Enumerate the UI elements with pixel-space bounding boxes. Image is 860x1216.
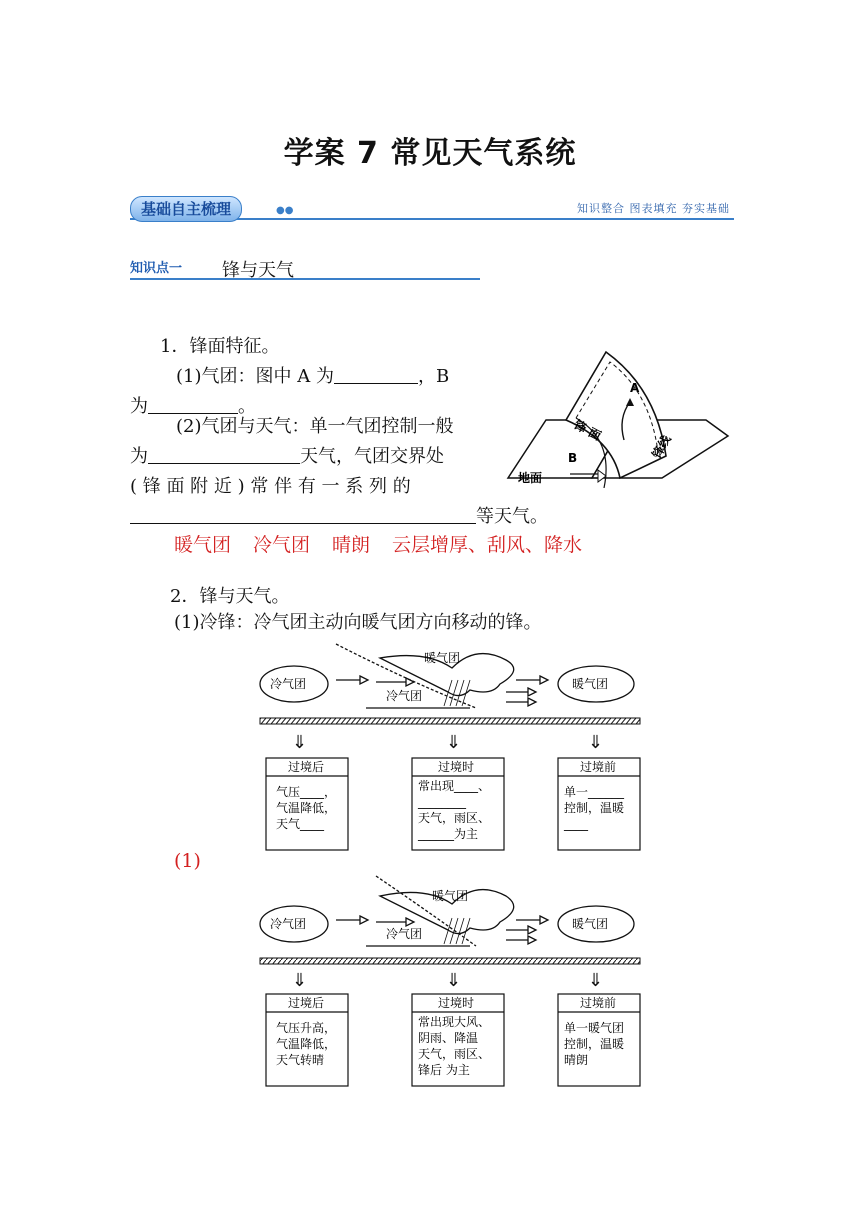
during-line-4: ______为主 — [418, 827, 479, 841]
cold-mass-label-front: 冷气团 — [386, 689, 423, 703]
q2-heading: 2．锋与天气。 — [170, 586, 290, 607]
answer-2: 冷气团 — [253, 534, 311, 556]
svg-text:⇓: ⇓ — [446, 732, 462, 753]
q1-line3: (2)气团与天气：单一气团控制一般 — [176, 416, 454, 437]
q1-heading: 1．锋面特征。 — [160, 336, 280, 357]
knowledge-point-badge: 知识点一 — [130, 261, 183, 276]
during-answer-4: 锋后 为主 — [418, 1063, 470, 1077]
warm-mass-label: 暖气团 — [424, 651, 461, 665]
answer-4: 云层增厚、刮风、降水 — [392, 534, 583, 556]
during-line-1: 常出现____、 — [418, 779, 491, 793]
after-answer-3: 天气转晴 — [276, 1053, 325, 1067]
svg-text:⇓: ⇓ — [588, 970, 604, 991]
box-after-title: 过境后 — [288, 760, 325, 774]
before-answer-1: 单一暖气团 — [564, 1021, 625, 1035]
box-after-title: 过境后 — [288, 996, 325, 1010]
q1-line2-text-b: 。 — [238, 396, 256, 417]
label-a: A — [630, 381, 640, 395]
ground-label: 地面 — [518, 471, 543, 485]
front-line-label: 锋线 — [649, 432, 674, 461]
box-before-title: 过境前 — [580, 996, 617, 1010]
after-answer-2: 气温降低， — [276, 1037, 337, 1051]
box-before-title: 过境前 — [580, 760, 617, 774]
box-during-title: 过境时 — [438, 996, 475, 1010]
section-banner — [130, 196, 734, 222]
q1-line4-text-a: 为 — [130, 446, 148, 467]
q2-sub: (1)冷锋：冷气团主动向暖气团方向移动的锋。 — [174, 612, 542, 633]
label-b: B — [568, 451, 578, 465]
before-answer-2: 控制，温暖 — [564, 1037, 625, 1051]
fill-blank — [148, 445, 300, 464]
svg-text:⇓: ⇓ — [292, 970, 308, 991]
q1-line2-text-a: 为 — [130, 396, 148, 417]
after-line-3: 天气____ — [276, 817, 325, 831]
q1-line1 — [176, 362, 449, 392]
cold-front-diagram-answer — [256, 870, 646, 1090]
before-line-2: 控制，温暖 — [564, 801, 625, 815]
q1-line1-text-b: ，B — [417, 366, 450, 387]
banner-tagline: 知识整合 图表填充 夯实基础 — [577, 202, 730, 215]
during-line-2: ________ — [418, 795, 466, 809]
banner-label: 基础自主梳理 — [130, 196, 242, 222]
box-during-title: 过境时 — [438, 760, 475, 774]
cold-front-diagram-question — [256, 640, 646, 852]
warm-mass-label-right: 暖气团 — [572, 677, 609, 691]
q1-line6-text-b: 等天气。 — [476, 506, 548, 527]
during-answer-1: 常出现大风、 — [418, 1015, 491, 1029]
q1-line4-text-b: 天气，气团交界处 — [300, 446, 444, 467]
during-answer-2: 阴雨、降温 — [418, 1031, 479, 1045]
before-answer-3: 晴朗 — [564, 1053, 589, 1067]
q1-line4 — [130, 442, 444, 472]
answer-3: 晴朗 — [332, 534, 371, 556]
cold-mass-label: 冷气团 — [270, 677, 307, 691]
before-line-1: 单一______ — [564, 785, 625, 799]
cold-mass-label: 冷气团 — [270, 917, 307, 931]
heading-underline — [130, 278, 480, 280]
during-line-3: 天气，雨区、 — [418, 811, 491, 825]
q1-answers — [174, 530, 604, 557]
after-line-1: 气压____， — [276, 785, 337, 799]
q1-line6 — [130, 502, 548, 532]
warm-mass-label-right: 暖气团 — [572, 917, 609, 931]
q1-line1-text-a: (1)气团：图中 A 为 — [176, 366, 334, 387]
fill-blank — [130, 505, 476, 524]
during-answer-3: 天气，雨区、 — [418, 1047, 491, 1061]
page-title: 学案 7 常见天气系统 — [283, 136, 577, 171]
before-line-3: ____ — [564, 817, 588, 831]
svg-text:⇓: ⇓ — [292, 732, 308, 753]
front-diagram — [506, 348, 732, 488]
knowledge-point-title: 锋与天气 — [222, 260, 294, 281]
cold-mass-label-front: 冷气团 — [386, 927, 423, 941]
svg-text:⇓: ⇓ — [446, 970, 462, 991]
after-line-2: 气温降低， — [276, 801, 337, 815]
q1-line5: ( 锋 面 附 近 ) 常 伴 有 一 系 列 的 — [130, 476, 411, 497]
knowledge-point-heading — [130, 256, 480, 280]
dots-icon: ●● — [276, 205, 294, 216]
answer-1: 暖气团 — [174, 534, 232, 556]
warm-mass-label: 暖气团 — [432, 889, 469, 903]
svg-text:⇓: ⇓ — [588, 732, 604, 753]
after-answer-1: 气压升高， — [276, 1021, 337, 1035]
front-surface-label: 锋 面 — [571, 417, 604, 444]
fill-blank — [334, 365, 418, 384]
q2-answer-mark: (1) — [174, 850, 201, 872]
